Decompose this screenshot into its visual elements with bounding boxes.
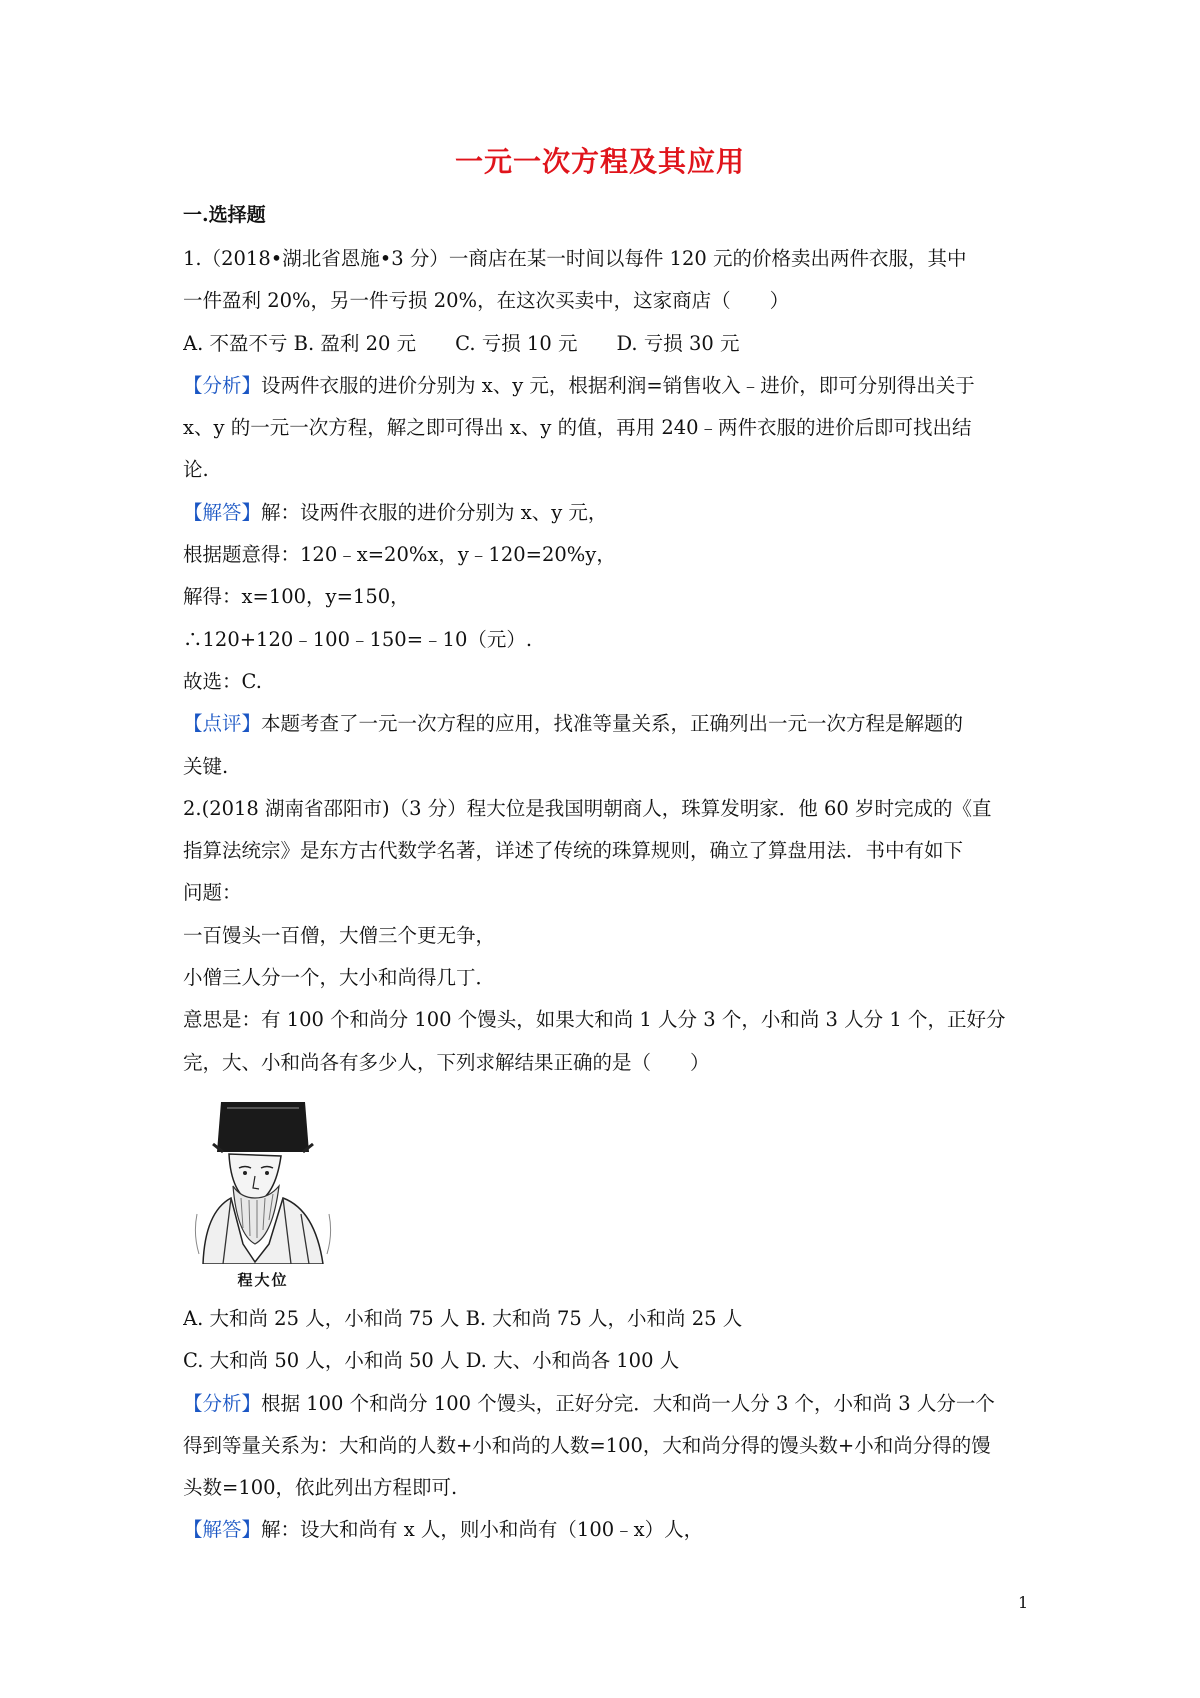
comment-tag: 【点评】 (183, 712, 262, 736)
q2-meaning-line-1: 意思是：有 100 个和尚分 100 个馒头，如果大和尚 1 人分 3 个，小和尚 3 人分 1 个，正好分 (183, 1008, 1006, 1032)
q2-analysis-line-3: 头数=100，依此列出方程即可. (183, 1476, 458, 1500)
q2-stem-line-3: 问题： (183, 881, 242, 905)
q2-stem-line-2: 指算法统宗》是东方古代数学名著，详述了传统的珠算规则，确立了算盘用法．书中有如下 (183, 839, 964, 863)
q2-analysis-line-1 (183, 1383, 1029, 1425)
q2-stem-line-1: 2.(2018 湖南省邵阳市)（3 分）程大位是我国明朝商人，珠算发明家．他 60 岁时完成的《直 (183, 796, 992, 820)
q1-solution-line-3: 解得：x=100，y=150， (183, 585, 410, 609)
portrait-figure (183, 1094, 353, 1294)
q1-solution-line-5: 故选：C. (183, 669, 262, 693)
q1-stem-line-2: 一件盈利 20%，另一件亏损 20%，在这次买卖中，这家商店（ ） (183, 289, 790, 313)
portrait-caption: 程大位 (237, 1270, 289, 1289)
solution-text: 解：设两件衣服的进价分别为 x、y 元， (261, 500, 608, 524)
q1-stem-line-1: 1.（2018•湖北省恩施•3 分）一商店在某一时间以每件 120 元的价格卖出两件衣服，其中 (183, 247, 967, 270)
analysis-tag: 【分析】 (183, 373, 262, 397)
q2-poem-line-1: 一百馒头一百僧，大僧三个更无争， (183, 923, 496, 947)
q1-solution-line-1 (183, 492, 1029, 534)
q1-solution-line-4: ∴120+120﹣100﹣150=﹣10（元）. (183, 627, 533, 651)
analysis-tag: 【分析】 (183, 1391, 262, 1415)
q2-meaning-line-2: 完，大、小和尚各有多少人，下列求解结果正确的是（ ） (183, 1050, 710, 1074)
solution-text: 解：设大和尚有 x 人，则小和尚有（100﹣x）人， (261, 1518, 704, 1542)
q2-solution-line-1 (183, 1509, 1029, 1551)
page-number: 1 (1018, 1593, 1029, 1612)
q1-comment-line-2: 关键. (183, 754, 229, 778)
comment-text: 本题考查了一元一次方程的应用，找准等量关系，正确列出一元一次方程是解题的 (261, 712, 964, 736)
q2-options-cd: C. 大和尚 50 人，小和尚 50 人 D. 大、小和尚各 100 人 (183, 1349, 680, 1373)
content-body (183, 238, 1029, 1552)
section-heading: 一.选择题 (183, 204, 266, 226)
q1-analysis-line-3: 论. (183, 458, 209, 482)
solution-tag: 【解答】 (183, 1518, 262, 1542)
analysis-text: 设两件衣服的进价分别为 x、y 元，根据利润=销售收入﹣进价，即可分别得出关于 (261, 373, 975, 397)
portrait-illustration (183, 1094, 343, 1264)
q1-solution-line-2: 根据题意得：120﹣x=20%x，y﹣120=20%y， (183, 543, 616, 567)
q1-comment-line-1 (183, 703, 1029, 745)
q1-analysis-line-2: x、y 的一元一次方程，解之即可得出 x、y 的值，再用 240﹣两件衣服的进价后即可找出结 (183, 416, 972, 440)
q1-analysis-line-1 (183, 365, 1029, 407)
q2-options-ab: A. 大和尚 25 人，小和尚 75 人 B. 大和尚 75 人，小和尚 25 人 (183, 1306, 743, 1330)
page-title: 一元一次方程及其应用 (454, 145, 745, 178)
q2-poem-line-2: 小僧三人分一个，大小和尚得几丁． (183, 966, 496, 990)
q1-options: A. 不盈不亏 B. 盈利 20 元 C. 亏损 10 元 D. 亏损 30 元 (183, 331, 740, 355)
solution-tag: 【解答】 (183, 500, 262, 524)
analysis-text: 根据 100 个和尚分 100 个馒头，正好分完．大和尚一人分 3 个，小和尚 3 人分一个 (261, 1391, 995, 1415)
q2-analysis-line-2: 得到等量关系为：大和尚的人数+小和尚的人数=100，大和尚分得的馒头数+小和尚分得的馒 (183, 1433, 991, 1457)
